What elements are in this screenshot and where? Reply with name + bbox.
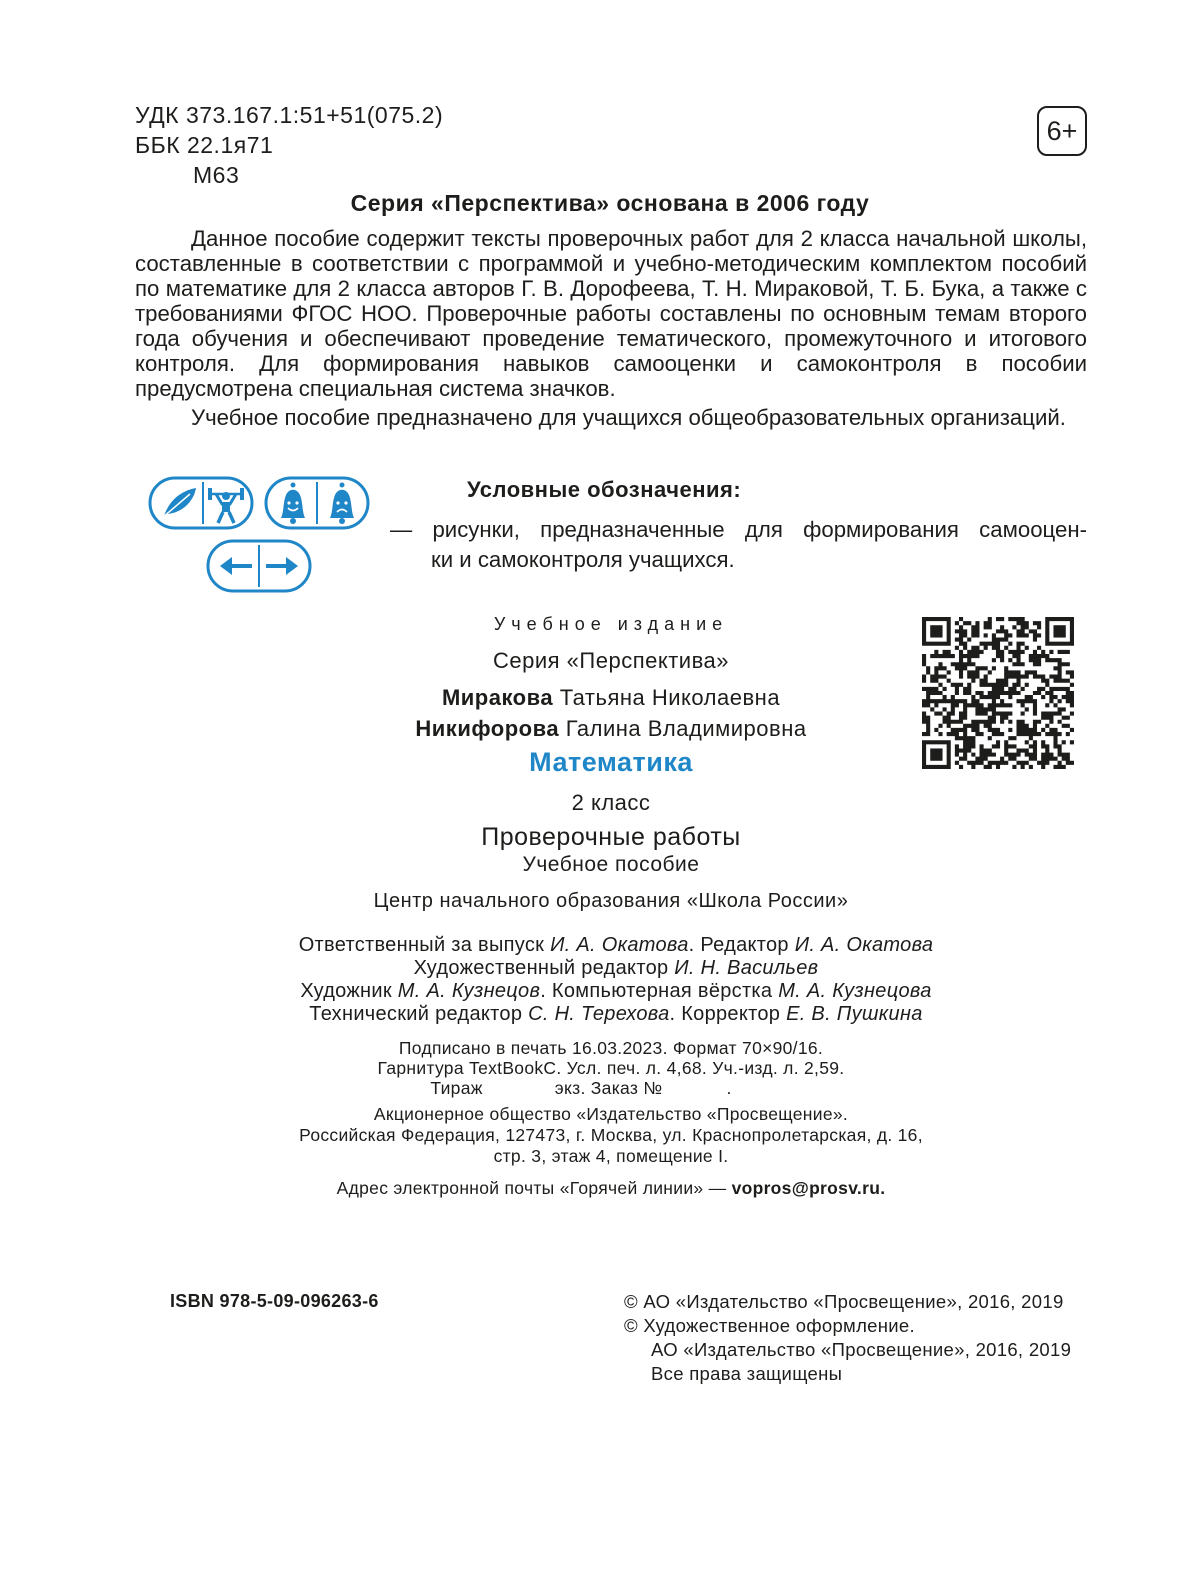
feather-weightlifter-capsule: [150, 478, 252, 528]
book-kind: Учебное пособие: [522, 853, 700, 876]
print-run-label: Тираж: [430, 1078, 483, 1098]
publisher-line: Российская Федерация, 127473, г. Москва, ул. Краснопролетарская, д. 16,: [299, 1125, 923, 1145]
credits: [0, 934, 1200, 1026]
publishing-center: Центр начального образования «Школа России»: [373, 890, 849, 912]
credit-role: . Редактор: [688, 934, 789, 956]
credit-person: Е. В. Пушкина: [786, 1003, 923, 1025]
imprint: [0, 1038, 1200, 1098]
imprint-line: [0, 1078, 1200, 1098]
credit-role: Художник: [300, 980, 392, 1002]
abstract: [135, 226, 1087, 430]
credit-person: И. А. Окатова: [550, 934, 689, 956]
credit-role: Ответственный за выпуск: [298, 934, 545, 956]
bells-capsule: [266, 478, 368, 528]
credit-role: Художественный редактор: [413, 957, 669, 979]
credits-line: [0, 957, 1200, 980]
copyright-line: © АО «Издательство «Просвещение», 2016, 2019: [624, 1291, 1064, 1312]
author-mark: М63: [193, 162, 240, 188]
copyright-line: Все права защищены: [651, 1363, 843, 1384]
publisher-info: [0, 1104, 1200, 1167]
author-surname: Миракова: [441, 685, 554, 710]
arrows-capsule: [208, 541, 310, 591]
copyright-line: © Художественное оформление.: [624, 1315, 915, 1336]
series-founded-heading: Серия «Перспектива» основана в 2006 году: [350, 190, 870, 216]
grade: 2 класс: [571, 790, 651, 815]
qr-finder-pattern: [924, 619, 949, 644]
credits-line: [0, 934, 1200, 957]
subject-title: Математика: [529, 747, 693, 777]
isbn: ISBN 978-5-09-096263-6: [170, 1291, 379, 1311]
legend-title: Условные обозначения:: [467, 477, 742, 502]
credit-person: И. Н. Васильев: [674, 957, 819, 979]
credit-role: . Компьютерная вёрстка: [540, 980, 773, 1002]
qr-modules: [922, 617, 1074, 769]
author-name: Галина Владимировна: [565, 716, 807, 741]
classification-codes: [135, 100, 443, 190]
credit-person: И. А. Окатова: [794, 934, 934, 956]
imprint-line: Гарнитура TextBookC. Усл. печ. л. 4,68. Уч.-изд. л. 2,59.: [377, 1058, 845, 1078]
credit-person: С. Н. Терехова: [528, 1003, 670, 1025]
credits-line: [0, 1003, 1200, 1026]
copies-label: экз. Заказ №: [554, 1078, 663, 1098]
copyright-line: АО «Издательство «Просвещение», 2016, 2019: [651, 1339, 1072, 1360]
publisher-line: стр. 3, этаж 4, помещение I.: [493, 1146, 729, 1166]
abstract-paragraph: Учебное пособие предназначено для учащихся общеобразовательных организаций.: [191, 405, 1066, 430]
book-type: Проверочные работы: [481, 823, 741, 851]
bbk-code: ББК 22.1я71: [135, 132, 274, 158]
credit-role: Технический редактор: [309, 1003, 523, 1025]
hotline: [0, 1178, 1200, 1199]
qr-code: [922, 617, 1074, 769]
author-surname: Никифорова: [415, 716, 560, 741]
author-name: Татьяна Николаевна: [559, 685, 781, 710]
hotline-email: vopros@prosv.ru.: [731, 1178, 886, 1198]
age-rating-badge: 6+: [1037, 106, 1087, 156]
publisher-line: Акционерное общество «Издательство «Просвещение».: [373, 1104, 849, 1124]
credits-line: [0, 980, 1200, 1003]
legend-line: ки и самоконтроля учащихся.: [431, 547, 735, 572]
legend-line: — рисунки, предназначенные для формирования самооцен-: [390, 517, 1087, 542]
credit-role: . Корректор: [669, 1003, 781, 1025]
hotline-label: Адрес электронной почты «Горячей линии» —: [336, 1178, 727, 1198]
credit-person: М. А. Кузнецов: [397, 980, 541, 1002]
qr-finder-pattern: [924, 742, 949, 767]
series-name: Серия «Перспектива»: [493, 648, 729, 673]
imprint-end: .: [726, 1078, 732, 1098]
imprint-line: Подписано в печать 16.03.2023. Формат 70×90/16.: [398, 1038, 824, 1058]
legend-description: [390, 515, 1087, 575]
copyright: [624, 1290, 1071, 1386]
credit-person: М. А. Кузнецова: [778, 980, 932, 1002]
legend-icons: [146, 472, 374, 600]
abstract-paragraph: Данное пособие содержит тексты проверочных работ для 2 класса начальной школы, составленные в соответствии с программой и учебно-методическим комплектом пособий по математике для 2 класса авторов Г. В. Дорофеева, Т. Н. Мираковой, Т. Б. Бука, а также с требованиями ФГОС НОО. Проверочные работы составлены по основным темам второго года обучения и обеспечивают проведение тематического, промежуточного и итогового контроля. Для формирования навыков самооценки и самоконтроля в пособии предусмотрена специальная система значков.: [135, 226, 1087, 401]
qr-finder-pattern: [1047, 619, 1072, 644]
udk-code: УДК 373.167.1:51+51(075.2): [135, 102, 444, 128]
edition-kind: Учебное издание: [493, 614, 729, 634]
